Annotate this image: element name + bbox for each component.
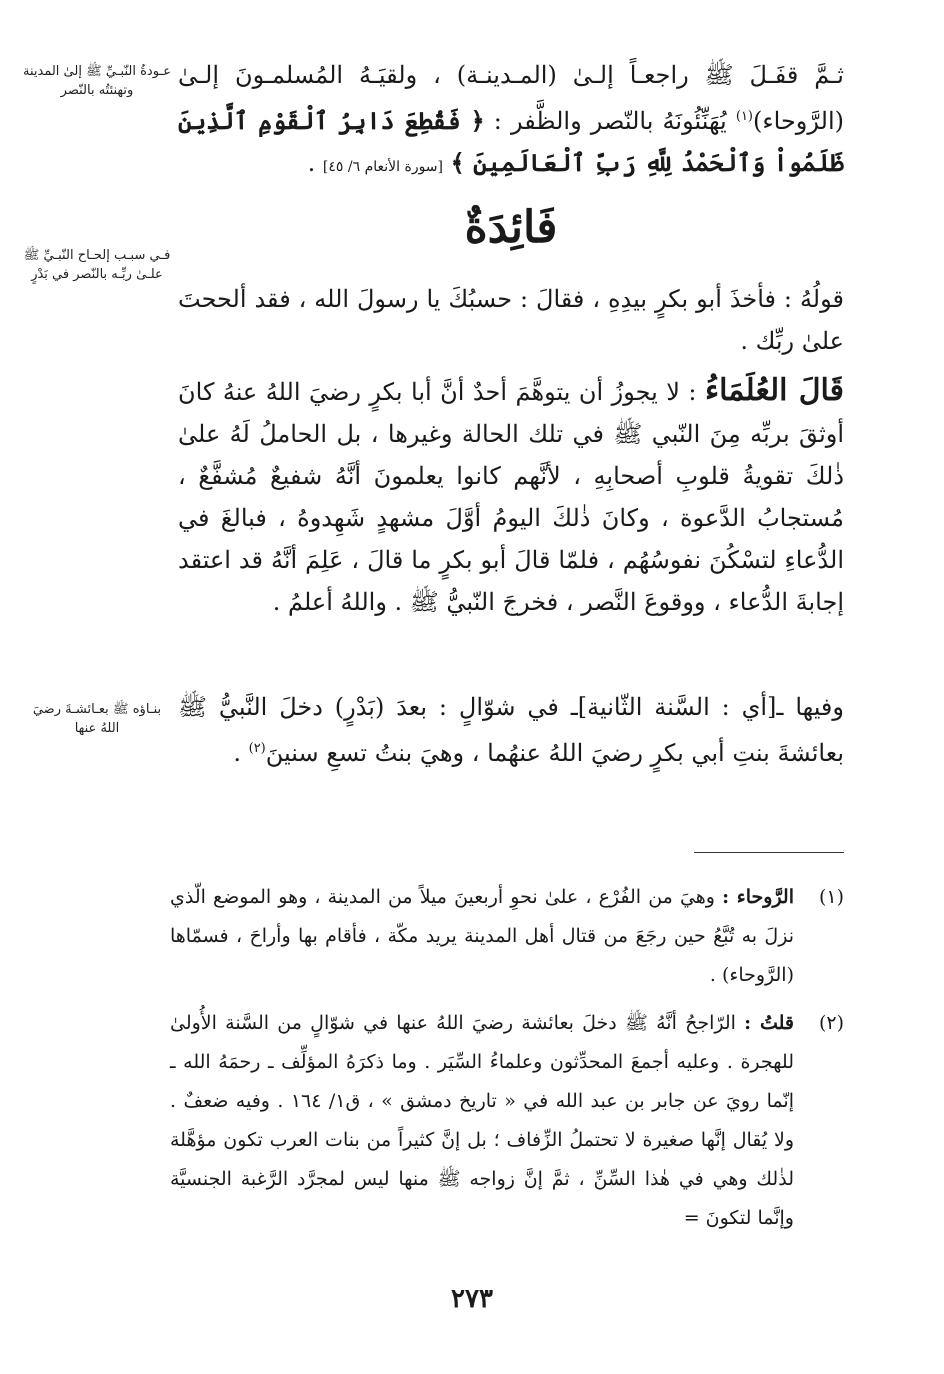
section-marriage [178, 686, 844, 774]
period: . [233, 739, 241, 767]
scholars-lead: قَالَ العُلَمَاءُ [704, 373, 844, 408]
quran-verse: ﴿ فَقُطِعَ دَابِرُ ٱلْقَوْمِ ٱلَّذِينَ ظَلَمُواْ وَٱلْحَمْدُ لِلَّهِ رَبِّ ٱلْعَالَمِينَ ﴾ [178, 106, 844, 177]
paragraph-text: ثـمَّ قفَـلَ ﷺ راجعـاً إلـىٰ (المـدينـة) ، ولقيَـهُ المُسلمـونَ إلـىٰ (الرَّوحاء) [178, 61, 844, 135]
section-heading: فَائِدَةٌ [464, 202, 558, 253]
period: . [307, 149, 316, 177]
margin-note-insistence: فـي سبـب إلحـاح النّبـيِّ ﷺ علـىٰ ربِّـه بالنّصر في بَدْرٍ [23, 248, 171, 282]
paragraph-text: : لا يجوزُ أن يتوهَّمَ أحدٌ أنَّ أبا بكرٍ رضيَ اللهُ عنهُ كانَ أوثقَ بربِّه مِنَ النّبي ﷺ في تلك الحالة وغيرها ، بل الحاملُ لَهُ علىٰ ذٰلكَ تقويةُ قلوبِ أصحابِهِ ، لأنَّهم كانوا يعلمونَ أنَّهُ شفيعٌ مُشفَّعٌ ، مُستجابُ الدَّعوة ، وكانَ ذٰلكَ اليومُ أوَّلَ مشهدٍ شَهِدوهُ ، فبالغَ في الدُّعاءِ لتسْكُنَ نفوسُهُم ، فلمّا قالَ أبو بكرٍ ما قالَ ، عَلِمَ أنَّهُ قد اعتقد إجابةَ الدُّعاء ، ووقوعَ النَّصر ، فخرجَ النّبيُّ ﷺ . واللهُ أعلمُ . [178, 378, 845, 616]
footnote-divider [694, 852, 844, 853]
section-return-to-madinah [178, 54, 844, 188]
paragraph-text: يُهَنِّئُونَهُ بالنّصر والظَّفر : [493, 107, 727, 135]
footnote-2 [170, 1004, 844, 1238]
footnote-1 [170, 878, 844, 995]
footnote-marker[interactable]: (١) [735, 109, 753, 124]
footnote-text: وهيَ من الفُرْع ، علىٰ نحوِ أربعينَ ميلاً من المدينة ، وهو الموضع الّذي نزلَ به تُبَّعُ حين رجَعَ من قتال أهل المدينة يريد مكّة ، فأقام بها وأراحَ ، فسمّاها (الرَّوحاء) . [170, 886, 794, 986]
footnote-lead: قلتُ : [744, 1012, 794, 1034]
margin-note-marriage: بنـاؤه ﷺ بعـائشـةَ رضيَ اللهُ عنها [32, 702, 162, 736]
paragraph-quote: قولُهُ : فأخذَ أبو بكرٍ بيدِهِ ، فقالَ : حسبُكَ يا رسولَ الله ، فقد ألححتَ علىٰ ربِّك . [178, 285, 844, 355]
footnote-lead: الرَّوحاء : [722, 886, 795, 908]
margin-note-return: عـودةُ النّبـيِّ ﷺ إلىٰ المدينة وتهنئتُه بالنّصر [22, 64, 171, 98]
footnote-number: (١) [818, 886, 844, 908]
page-number: ٢٧٣ [451, 1284, 493, 1314]
paragraph-text: وفيها ـ[أي : السَّنة الثّانية]ـ في شوّالٍ : بعدَ (بَدْرٍ) دخلَ النَّبيُّ ﷺ بعائشةَ بنتِ أبي بكرٍ رضيَ اللهُ عنهُما ، وهيَ بنتُ تسعِ سنينَ [178, 693, 844, 767]
footnote-marker[interactable]: (٢) [248, 741, 266, 756]
sura-reference: [سورة الأنعام ٦/ ٤٥] [322, 159, 444, 175]
footnote-number: (٢) [818, 1012, 844, 1034]
footnote-text: الرّاجحُ أنَّهُ ﷺ دخلَ بعائشة رضيَ اللهُ عنها في شوّالٍ من السَّنة الأُولىٰ للهجرة . وعليه أجمعَ المحدِّثون وعلماءُ السِّيَر . وما ذكرَهُ المؤلِّف ـ رحمَهُ الله ـ إنّما رويَ عن جابر بن عبد الله في « تاريخ دمشق » ، ق١/ ١٦٤ . وفيه ضعفٌ . ولا يُقال إنَّها صغيرة لا تحتملُ الزِّفاف ؛ بل إنَّ كثيراً من بنات العرب تكون مؤهَّلة لذٰلك وهي في هٰذا السِّنِّ ، ثمَّ إنَّ زواجه ﷺ منها ليس لمجرَّد الرَّغبة الجنسيَّة وإنَّما لتكونَ = [170, 1012, 794, 1229]
section-benefit [178, 278, 844, 623]
